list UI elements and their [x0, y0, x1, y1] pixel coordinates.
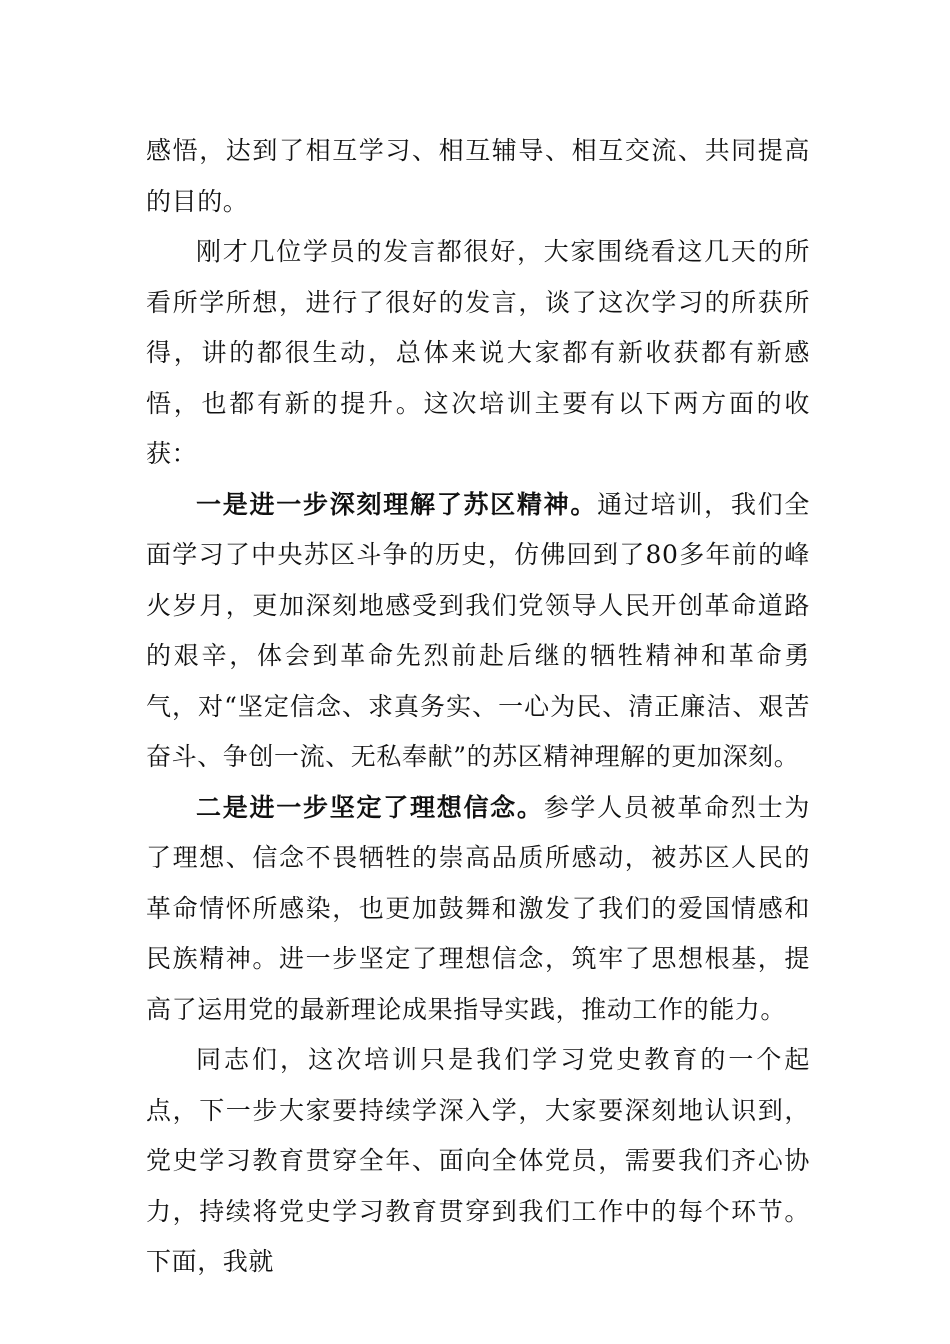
paragraph-text: 通过培训，我们全面学习了中央苏区斗争的历史，仿佛回到了80多年前的峰火岁月，更加深刻地感受到我们党领导人民开创革命道路的艰辛，体会到革命先烈前赴后继的牺牲精神和革命勇气，对“坚定信念、求真务实、一心为民、清正廉洁、艰苦奋斗、争创一流、无私奉献”的苏区精神理解的更加深刻。 — [146, 489, 810, 771]
paragraph-speech-summary — [146, 227, 810, 480]
paragraph-text: 同志们，这次培训只是我们学习党史教育的一个起点，下一步大家要持续学深入学，大家要深刻地认识到，党史学习教育贯穿全年、面向全体党员，需要我们齐心协力，持续将党史学习教育贯穿到我们工作中的每个环节。下面，我就 — [146, 1045, 810, 1276]
paragraph-continuation — [146, 126, 810, 227]
paragraph-gain-one — [146, 480, 810, 783]
paragraph-text: 刚才几位学员的发言都很好，大家围绕看这几天的所看所学所想，进行了很好的发言，谈了这次学习的所获所得，讲的都很生动，总体来说大家都有新收获都有新感悟，也都有新的提升。这次培训主要有以下两方面的收获： — [146, 237, 810, 468]
paragraph-text: 感悟，达到了相互学习、相互辅导、相互交流、共同提高的目的。 — [146, 136, 810, 216]
paragraph-text: 参学人员被革命烈士为了理想、信念不畏牺牲的崇高品质所感动，被苏区人民的革命情怀所感染，也更加鼓舞和激发了我们的爱国情感和民族精神。进一步坚定了理想信念，筑牢了思想根基，提高了运用党的最新理论成果指导实践，推动工作的能力。 — [146, 792, 810, 1024]
paragraph-gain-two — [146, 783, 810, 1036]
body-text — [146, 126, 810, 1288]
paragraph-next-steps — [146, 1035, 810, 1288]
paragraph-lead-heading: 二是进一步坚定了理想信念。 — [196, 792, 544, 822]
paragraph-lead-heading: 一是进一步深刻理解了苏区精神。 — [196, 489, 598, 519]
